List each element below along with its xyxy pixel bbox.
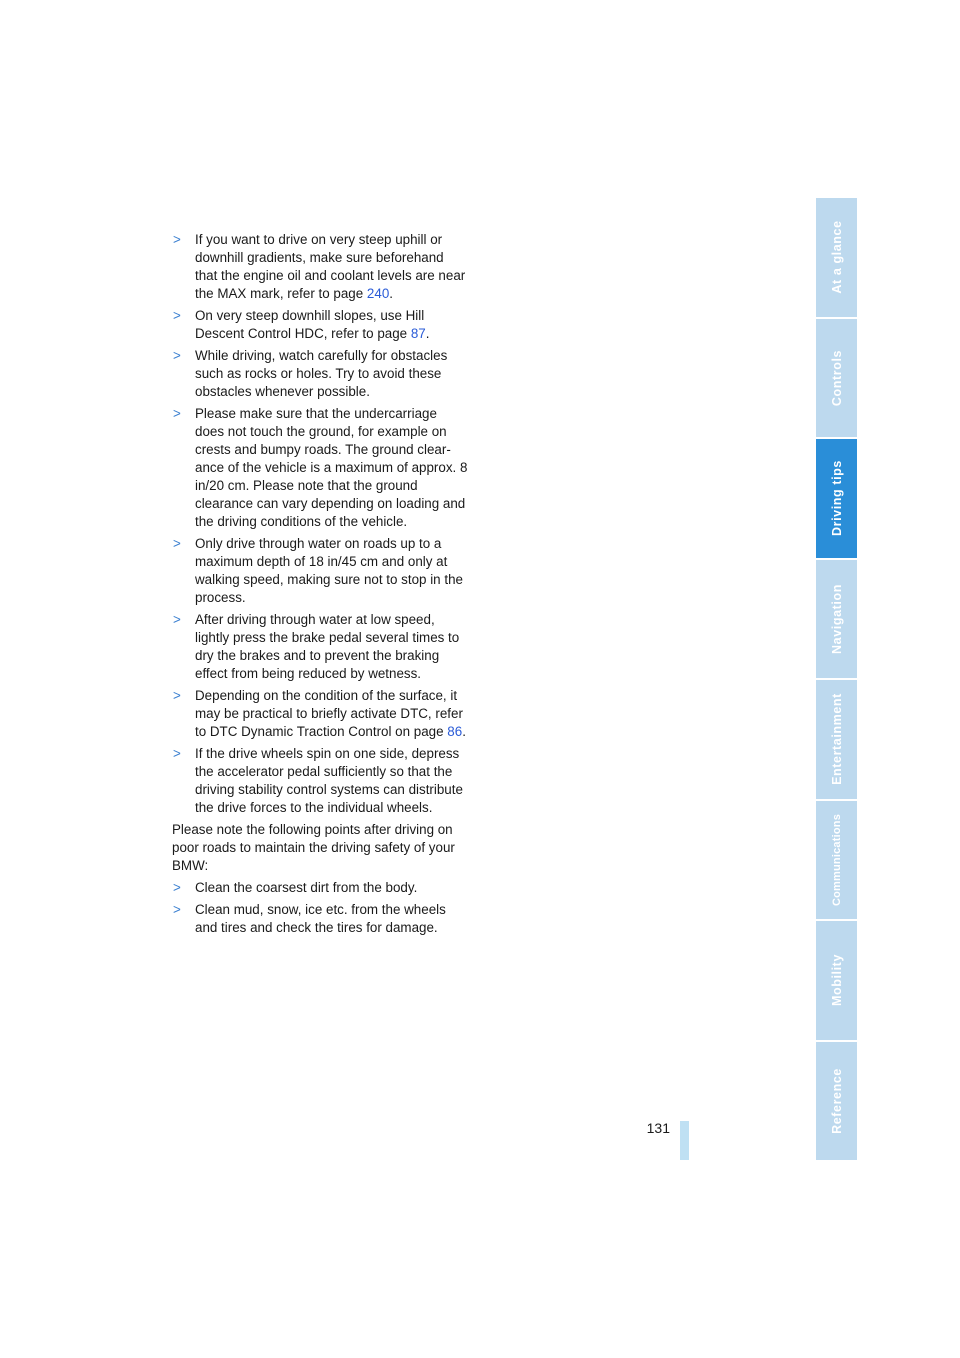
bullet-text: Clean the coarsest dirt from the body. xyxy=(195,880,418,895)
tab-controls[interactable] xyxy=(816,319,857,440)
bullet-text: Only drive through water on roads up to a maximum depth of 18 in/45 cm and only at walking speed, making sure not to stop in the process. xyxy=(195,536,463,605)
tab-navigation[interactable] xyxy=(816,560,857,681)
page-link[interactable]: 240 xyxy=(366,286,390,301)
bullet-text: Clean mud, snow, ice etc. from the wheels and tires and check the tires for damage. xyxy=(195,902,446,935)
bullet-item xyxy=(172,745,468,817)
bullet-item xyxy=(172,347,468,401)
bullet-marker: > xyxy=(173,536,181,551)
bullet-item xyxy=(172,535,468,607)
bullet-marker: > xyxy=(173,348,181,363)
bullet-item xyxy=(172,307,468,343)
bullet-text: If you want to drive on very steep uphill or downhill gradients, make sure beforehand that the engine oil and coolant levels are near the MAX mark, refer to page xyxy=(195,232,466,301)
body-paragraph: Please note the following points after driving on poor roads to maintain the driving safety of your BMW: xyxy=(172,822,455,873)
tab-driving-tips[interactable] xyxy=(816,439,857,560)
page-link[interactable]: 86 xyxy=(447,724,463,739)
bullet-text: While driving, watch carefully for obstacles such as rocks or holes. Try to avoid these obstacles whenever possible. xyxy=(195,348,448,399)
tab-label: Controls xyxy=(829,349,844,406)
tab-reference[interactable] xyxy=(816,1042,857,1161)
bullet-text: After driving through water at low speed, lightly press the brake pedal several times to dry the brakes and to prevent the braking effect from being reduced by wetness. xyxy=(195,612,460,681)
tab-label: Reference xyxy=(829,1067,844,1134)
tab-label: At a glance xyxy=(829,220,844,294)
bullet-marker: > xyxy=(173,612,181,627)
bullet-text: Please make sure that the undercarriage does not touch the ground, for example on crests and bumpy roads. The ground clearance of the vehicle is a maximum of approx. 8 in/20 cm. Please note that the ground clearance can vary depending on loading and the driving conditions of the vehicle. xyxy=(195,406,468,529)
bullet-marker: > xyxy=(173,746,181,761)
tab-entertainment[interactable] xyxy=(816,680,857,801)
bullet-item xyxy=(172,879,468,897)
bullet-marker: > xyxy=(173,880,181,895)
tab-communications[interactable] xyxy=(816,801,857,922)
bullet-marker: > xyxy=(173,688,181,703)
page-number: 131 xyxy=(646,1120,670,1136)
tab-at-a-glance[interactable] xyxy=(816,198,857,319)
page-link[interactable]: 87 xyxy=(410,326,426,341)
bullet-text: On very steep downhill slopes, use Hill Descent Control HDC, refer to page xyxy=(195,308,425,341)
bullet-suffix: . xyxy=(462,724,466,739)
bullet-item xyxy=(172,405,468,531)
section-tabs xyxy=(816,198,857,1160)
main-text xyxy=(172,231,468,941)
bullet-item xyxy=(172,231,468,303)
bullet-suffix: . xyxy=(389,286,393,301)
page-number-marker xyxy=(680,1121,689,1160)
bullet-item xyxy=(172,901,468,937)
bullet-marker: > xyxy=(173,232,181,247)
bullet-marker: > xyxy=(173,308,181,323)
tab-label: Entertainment xyxy=(829,693,844,786)
bullet-suffix: . xyxy=(425,326,430,341)
tab-mobility[interactable] xyxy=(816,921,857,1042)
bullet-marker: > xyxy=(173,902,181,917)
bullet-text: If the drive wheels spin on one side, depress the accelerator pedal sufficiently so that the driving stability control systems can distribute the drive forces to the individual wheels. xyxy=(195,746,463,815)
tab-label: Navigation xyxy=(829,583,844,654)
bullet-text: Depending on the condition of the surface, it may be practical to briefly activate DTC, refer to DTC Dynamic Traction Control on page xyxy=(195,688,463,739)
tab-label: Mobility xyxy=(829,954,844,1007)
bullet-marker: > xyxy=(173,406,181,421)
bullet-item xyxy=(172,611,468,683)
tab-label: Communications xyxy=(830,813,843,906)
bullet-item xyxy=(172,687,468,741)
tab-label: Driving tips xyxy=(829,460,844,537)
